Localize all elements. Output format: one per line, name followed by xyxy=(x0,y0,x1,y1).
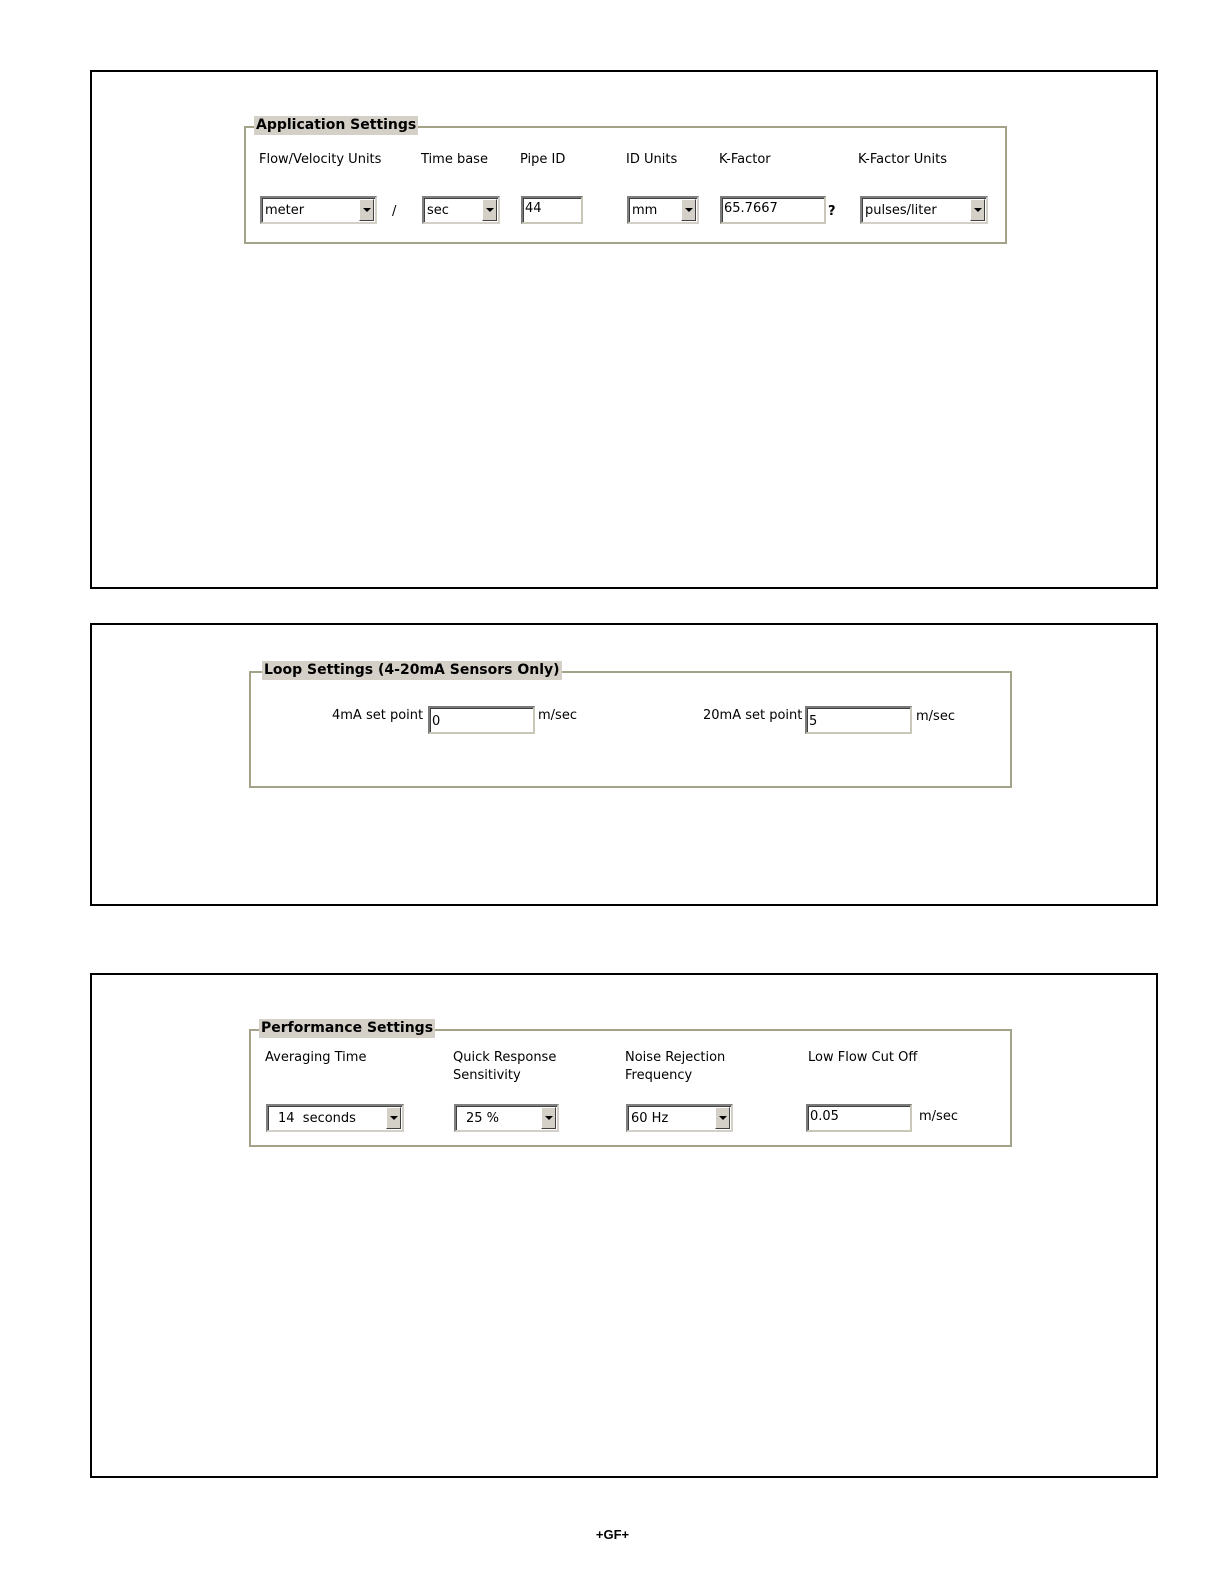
low-flow-cutoff-label: Low Flow Cut Off xyxy=(808,1050,918,1065)
chevron-down-icon[interactable] xyxy=(541,1107,556,1129)
noise-rejection-label: Noise Rejection xyxy=(625,1050,726,1065)
chevron-down-icon[interactable] xyxy=(386,1107,401,1129)
performance-panel xyxy=(90,973,1158,1478)
flow-units-label: Flow/Velocity Units xyxy=(259,152,382,167)
setpoint-4ma-unit: m/sec xyxy=(538,708,577,723)
noise-rejection-select[interactable] xyxy=(626,1104,733,1132)
quick-response-select[interactable] xyxy=(454,1104,559,1132)
setpoint-4ma-input[interactable]: 0 xyxy=(428,706,535,734)
quick-response-label-line2: Sensitivity xyxy=(453,1068,521,1083)
loop-panel xyxy=(90,623,1158,906)
pipe-id-input[interactable]: 44 xyxy=(521,196,583,224)
k-factor-units-label: K-Factor Units xyxy=(858,152,948,167)
low-flow-cutoff-input[interactable]: 0.05 xyxy=(806,1104,912,1132)
id-units-value: mm xyxy=(632,203,658,218)
time-base-select[interactable] xyxy=(422,196,500,224)
setpoint-20ma-label: 20mA set point xyxy=(703,708,803,723)
chevron-down-icon[interactable] xyxy=(359,199,374,221)
units-separator: / xyxy=(392,204,397,219)
application-panel xyxy=(90,70,1158,589)
setpoint-4ma-label: 4mA set point xyxy=(332,708,424,723)
k-factor-help-icon[interactable]: ? xyxy=(828,204,836,219)
loop-settings-title: Loop Settings (4-20mA Sensors Only) xyxy=(264,662,560,678)
application-settings-group xyxy=(244,117,1007,244)
gf-logo: +GF+ xyxy=(595,1527,630,1542)
quick-response-label: Quick Response xyxy=(453,1050,557,1065)
averaging-time-label: Averaging Time xyxy=(265,1050,367,1065)
id-units-label: ID Units xyxy=(626,152,678,167)
averaging-time-value: 14 seconds xyxy=(278,1111,356,1126)
k-factor-label: K-Factor xyxy=(719,152,771,167)
k-factor-units-select[interactable] xyxy=(860,196,988,224)
chevron-down-icon[interactable] xyxy=(482,199,497,221)
performance-settings-title: Performance Settings xyxy=(261,1020,434,1036)
k-factor-units-value: pulses/liter xyxy=(865,203,937,218)
application-settings-title: Application Settings xyxy=(256,117,417,133)
low-flow-cutoff-unit: m/sec xyxy=(919,1109,958,1124)
chevron-down-icon[interactable] xyxy=(681,199,696,221)
k-factor-input[interactable]: 65.7667 xyxy=(720,196,826,224)
setpoint-20ma-unit: m/sec xyxy=(916,709,955,724)
noise-rejection-label-line2: Frequency xyxy=(625,1068,693,1083)
flow-units-select[interactable] xyxy=(260,196,377,224)
time-base-value: sec xyxy=(427,203,449,218)
pipe-id-label: Pipe ID xyxy=(520,152,566,167)
setpoint-20ma-input[interactable]: 5 xyxy=(805,706,912,734)
averaging-time-select[interactable] xyxy=(266,1104,404,1132)
quick-response-value: 25 % xyxy=(466,1111,500,1126)
chevron-down-icon[interactable] xyxy=(970,199,985,221)
flow-units-value: meter xyxy=(265,203,305,218)
id-units-select[interactable] xyxy=(627,196,699,224)
time-base-label: Time base xyxy=(421,152,488,167)
noise-rejection-value: 60 Hz xyxy=(631,1111,669,1126)
chevron-down-icon[interactable] xyxy=(715,1107,730,1129)
